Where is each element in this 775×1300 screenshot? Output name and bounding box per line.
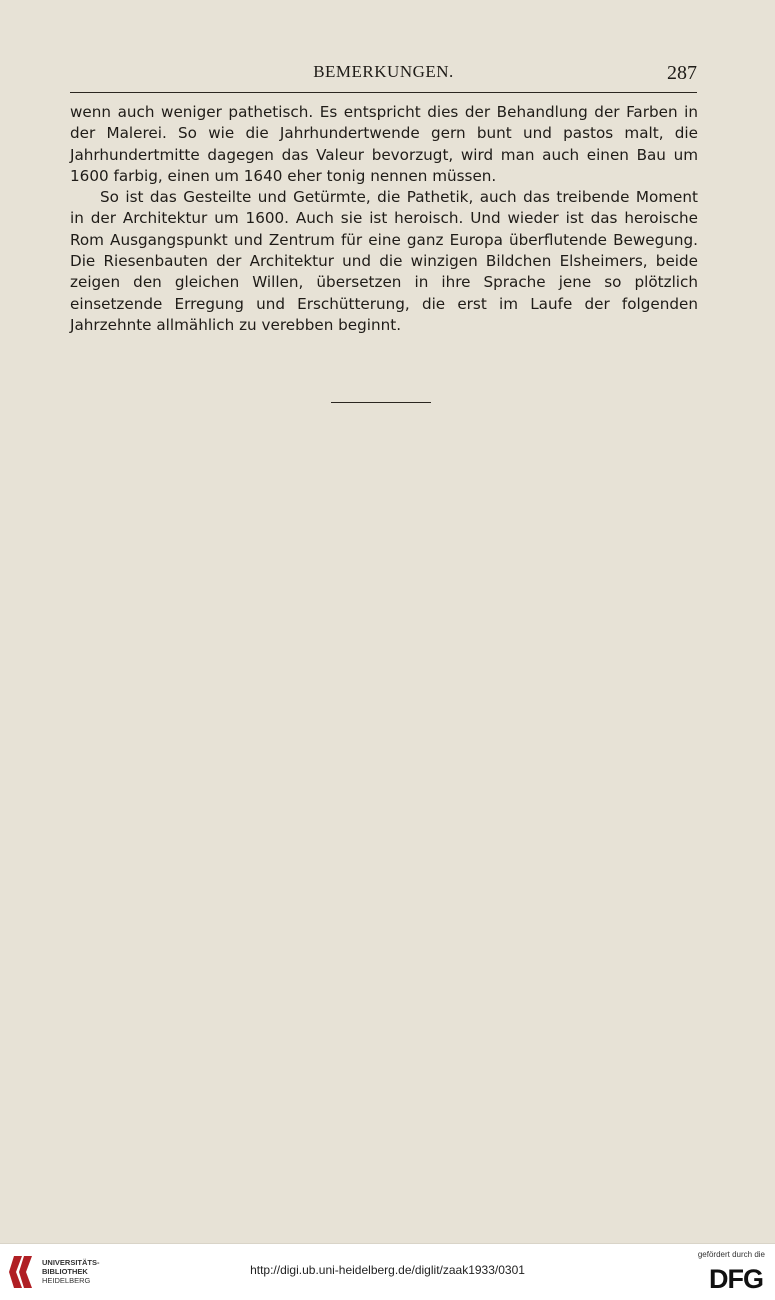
permalink-url[interactable]: http://digi.ub.uni-heidelberg.de/diglit/zaak1933/0301 [250,1263,525,1277]
funder-caption: gefördert durch die [697,1250,765,1259]
page-number: 287 [667,62,697,84]
library-line: HEIDELBERG [42,1276,91,1285]
body-text [70,102,698,336]
section-divider [331,402,431,403]
paragraph: So ist das Gesteilte und Getürmte, die Pathetik, auch das treibende Moment in der Architektur um 1600. Auch sie ist heroisch. Und wieder ist das heroische Rom Ausgangspunkt und Zentrum für eine ganz Europa überflutende Bewegung. Die Riesenbauten der Architektur und die winzigen Bildchen Elsheimers, beide zeigen den gleichen Willen, übersetzen in ihre Sprache jene so plötzlich einsetzende Erregung und Erschütterung, die erst im Laufe der folgenden Jahrzehnte allmählich zu verebben beginnt. [70,188,698,334]
page-title: BEMERKUNGEN. [313,62,454,81]
running-head [70,58,697,93]
dfg-logo-icon[interactable]: DFG [709,1264,763,1294]
library-line: BIBLIOTHEK [42,1267,88,1276]
paragraph: wenn auch weniger pathetisch. Es entspricht dies der Behandlung der Farben in der Malerei. So wie die Jahrhundertwende gern bunt und pastos malt, die Jahrhundertmitte dagegen das Valeur bevorzugt, wird man auch einen Bau um 1600 farbig, einen um 1640 eher tonig nennen müssen. [70,103,698,185]
library-line: UNIVERSITÄTS- [42,1258,100,1267]
footer-bar [0,1243,775,1300]
